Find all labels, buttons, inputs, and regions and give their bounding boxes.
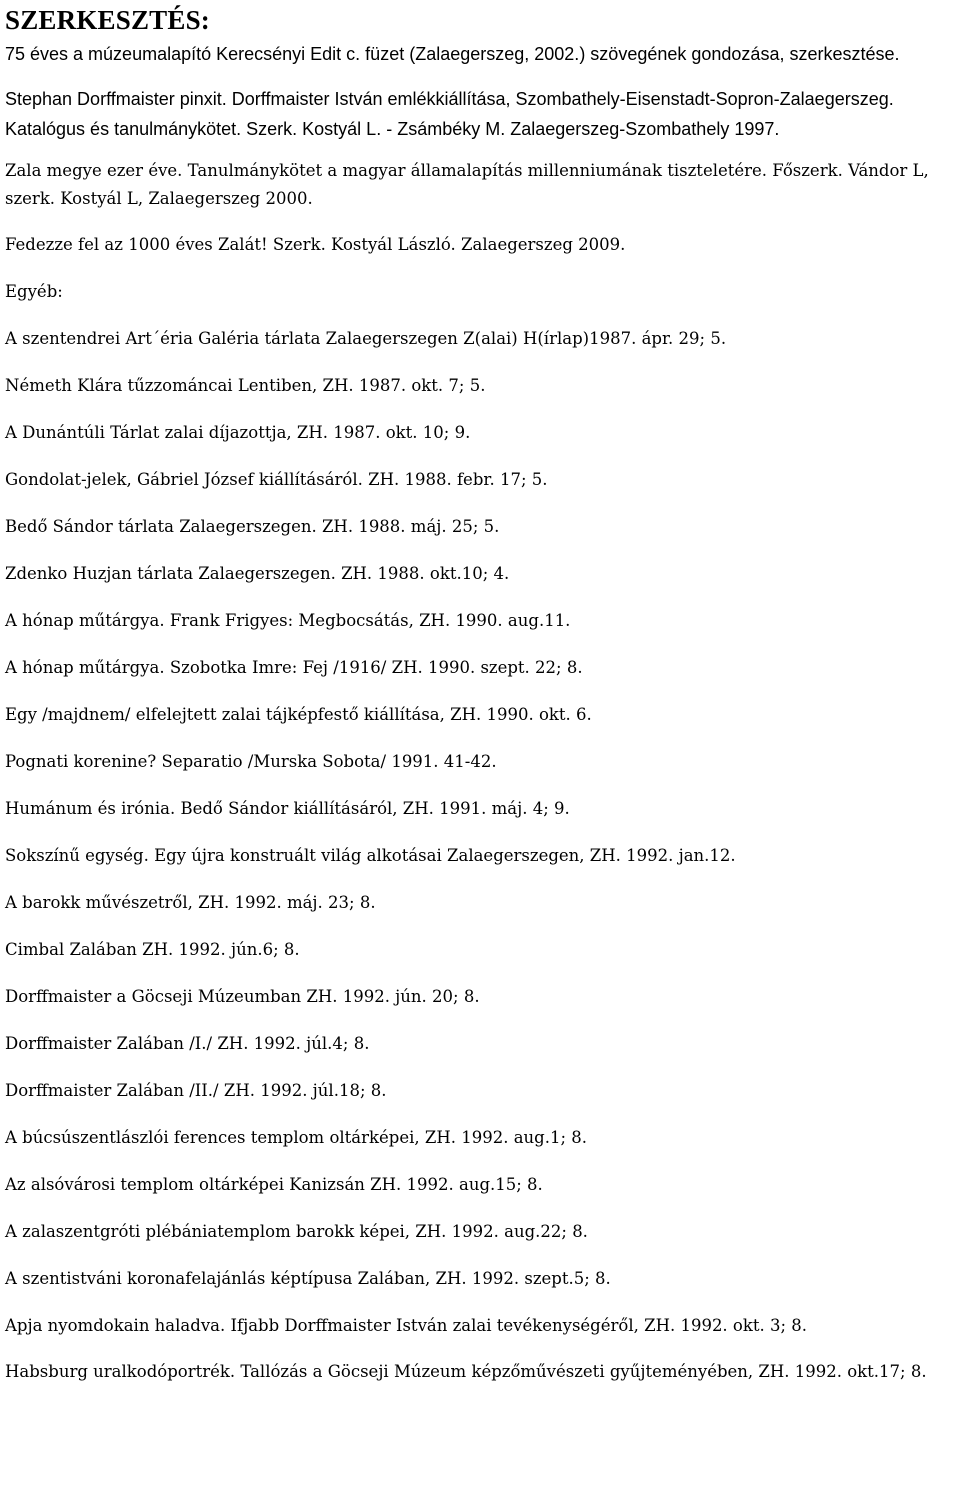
section-heading: SZERKESZTÉS:	[5, 5, 210, 35]
document-page	[5, 0, 955, 1386]
other-entry: A barokk művészetről, ZH. 1992. máj. 23; 8.	[5, 893, 376, 912]
other-section-label: Egyéb:	[5, 282, 63, 301]
other-entry: Az alsóvárosi templom oltárképei Kanizsán ZH. 1992. aug.15; 8.	[5, 1175, 543, 1194]
other-entry: Dorffmaister Zalában /II./ ZH. 1992. júl.18; 8.	[5, 1081, 387, 1100]
other-entry: A Dunántúli Tárlat zalai díjazottja, ZH. 1987. okt. 10; 9.	[5, 423, 471, 442]
other-entry: A zalaszentgróti plébániatemplom barokk képei, ZH. 1992. aug.22; 8.	[5, 1222, 588, 1241]
edited-volume-entry: Fedezze fel az 1000 éves Zalát! Szerk. Kostyál László. Zalaegerszeg 2009.	[5, 235, 626, 254]
other-entry: Egy /majdnem/ elfelejtett zalai tájképfestő kiállítása, ZH. 1990. okt. 6.	[5, 705, 592, 724]
other-entry: A hónap műtárgya. Szobotka Imre: Fej /1916/ ZH. 1990. szept. 22; 8.	[5, 658, 583, 677]
other-entry: Cimbal Zalában ZH. 1992. jún.6; 8.	[5, 940, 300, 959]
other-entry: Németh Klára tűzzománcai Lentiben, ZH. 1987. okt. 7; 5.	[5, 376, 486, 395]
other-entry: Humánum és irónia. Bedő Sándor kiállításáról, ZH. 1991. máj. 4; 9.	[5, 799, 570, 818]
editing-entry: Stephan Dorffmaister pinxit. Dorffmaister István emlékkiállítása, Szombathely-Eisenstadt-Sopron-Zalaegerszeg. Katalógus és tanulmánykötet. Szerk. Kostyál L. - Zsámbéky M. Zalaegerszeg-Szombathely 1997.	[5, 89, 894, 139]
other-entry: Gondolat-jelek, Gábriel József kiállításáról. ZH. 1988. febr. 17; 5.	[5, 470, 548, 489]
other-entry: Dorffmaister Zalában /I./ ZH. 1992. júl.4; 8.	[5, 1034, 370, 1053]
other-entry: A búcsúszentlászlói ferences templom oltárképei, ZH. 1992. aug.1; 8.	[5, 1128, 588, 1147]
other-entry: A szentistváni koronafelajánlás képtípusa Zalában, ZH. 1992. szept.5; 8.	[5, 1269, 611, 1288]
other-entry: Sokszínű egység. Egy újra konstruált világ alkotásai Zalaegerszegen, ZH. 1992. jan.12.	[5, 846, 736, 865]
other-entry: Pognati korenine? Separatio /Murska Sobota/ 1991. 41-42.	[5, 752, 497, 771]
other-entry: Zdenko Huzjan tárlata Zalaegerszegen. ZH. 1988. okt.10; 4.	[5, 564, 510, 583]
other-entry: Bedő Sándor tárlata Zalaegerszegen. ZH. 1988. máj. 25; 5.	[5, 517, 500, 536]
other-entry: Apja nyomdokain haladva. Ifjabb Dorffmaister István zalai tevékenységéről, ZH. 1992. okt. 3; 8.	[5, 1316, 808, 1335]
other-entry: A szentendrei Art´éria Galéria tárlata Zalaegerszegen Z(alai) H(írlap)1987. ápr. 29; 5.	[5, 329, 727, 348]
bibliography-list	[5, 157, 955, 1386]
edited-volume-entry: Zala megye ezer éve. Tanulmánykötet a magyar államalapítás millenniumának tiszteletére. Főszerk. Vándor L, szerk. Kostyál L, Zalaegerszeg 2000.	[5, 161, 929, 208]
editing-entry: 75 éves a múzeumalapító Kerecsényi Edit c. füzet (Zalaegerszeg, 2002.) szövegének gondozása, szerkesztése.	[5, 44, 900, 64]
other-entry: Dorffmaister a Göcseji Múzeumban ZH. 1992. jún. 20; 8.	[5, 987, 480, 1006]
other-entry: Habsburg uralkodóportrék. Tallózás a Göcseji Múzeum képzőművészeti gyűjteményében, ZH. 1992. okt.17; 8.	[5, 1362, 927, 1381]
other-entry: A hónap műtárgya. Frank Frigyes: Megbocsátás, ZH. 1990. aug.11.	[5, 611, 571, 630]
